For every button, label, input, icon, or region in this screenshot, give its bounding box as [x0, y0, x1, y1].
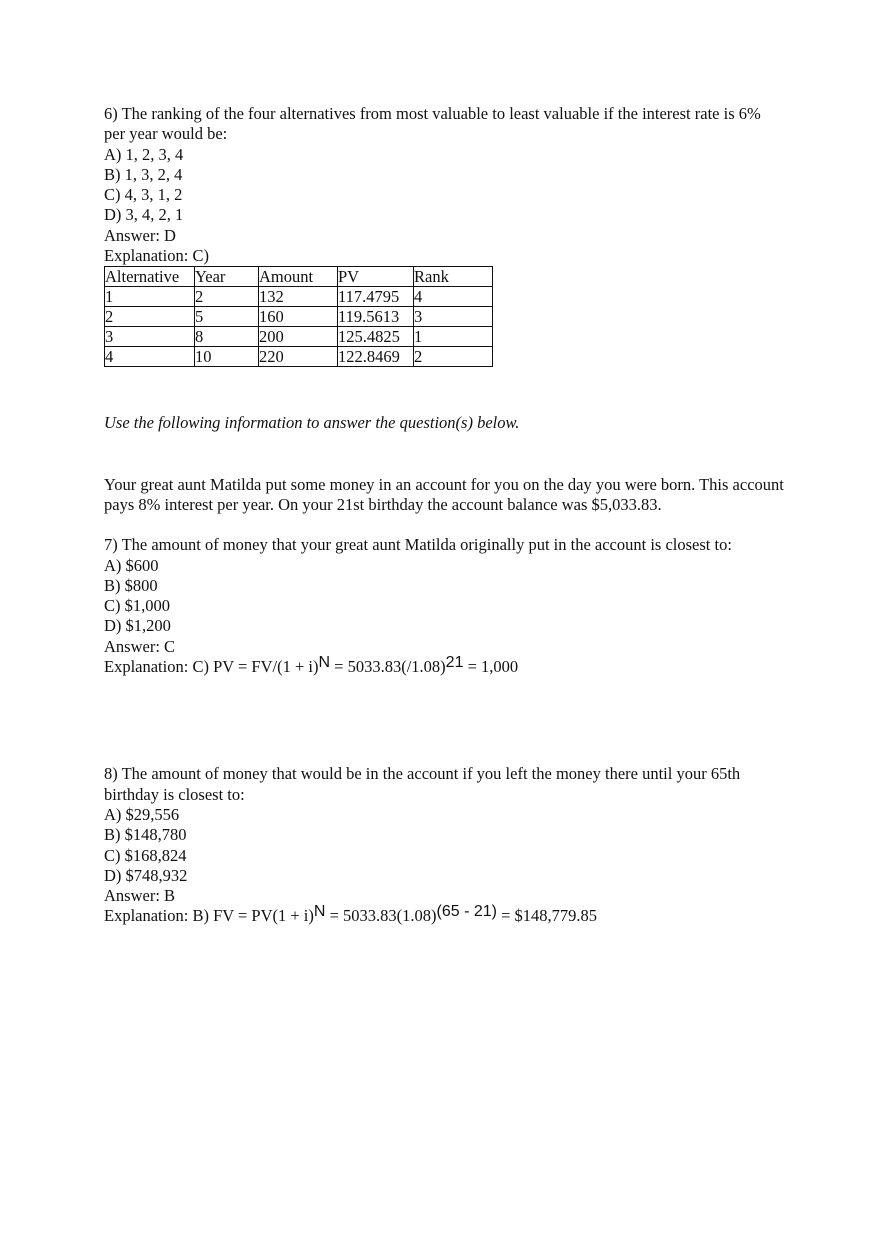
explanation — [104, 903, 784, 927]
exponent: 21 — [445, 654, 464, 672]
table-cell: 4 — [105, 347, 195, 367]
explanation-part: = 5033.83(/1.08) — [330, 657, 446, 677]
table-cell: 1 — [105, 287, 195, 307]
explanation-part: = 1,000 — [463, 657, 519, 677]
table-header-row — [105, 267, 493, 287]
answer: Answer: B — [104, 886, 176, 906]
explanation: Explanation: C) — [104, 246, 209, 266]
table-cell: 8 — [195, 327, 259, 347]
option-a: A) 1, 2, 3, 4 — [104, 144, 184, 164]
table-cell: 3 — [105, 327, 195, 347]
explanation — [104, 654, 784, 678]
scenario-text: Your great aunt Matilda put some money in an account for you on the day you were born. This account pays 8% interest per year. On your 21st birthday the account balance was $5,033.83. — [104, 474, 784, 514]
option-d: D) 3, 4, 2, 1 — [104, 205, 184, 225]
table-cell: 220 — [259, 347, 338, 367]
option-d: D) $748,932 — [104, 865, 188, 885]
exponent: N — [313, 903, 326, 921]
table-cell: 117.4795 — [338, 287, 414, 307]
table-cell: 119.5613 — [338, 307, 414, 327]
option-d: D) $1,200 — [104, 616, 171, 636]
header-cell: PV — [338, 267, 414, 287]
table-cell: 10 — [195, 347, 259, 367]
table-cell: 3 — [414, 307, 493, 327]
table-row — [105, 327, 493, 347]
option-a: A) $600 — [104, 555, 159, 575]
option-c: C) $1,000 — [104, 596, 170, 616]
table-row — [105, 287, 493, 307]
table-cell: 5 — [195, 307, 259, 327]
exponent: N — [318, 654, 331, 672]
header-cell: Amount — [259, 267, 338, 287]
option-b: B) $800 — [104, 575, 158, 595]
question-7-text: 7) The amount of money that your great aunt Matilda originally put in the account is closest to: — [104, 535, 732, 555]
header-cell: Year — [195, 267, 259, 287]
question-7 — [104, 535, 784, 678]
instructions: Use the following information to answer the question(s) below. — [104, 413, 520, 433]
table-cell: 1 — [414, 327, 493, 347]
table-cell: 122.8469 — [338, 347, 414, 367]
answer: Answer: D — [104, 225, 176, 245]
question-8-text: 8) The amount of money that would be in the account if you left the money there until your 65th birthday is closest to: — [104, 764, 741, 804]
table-cell: 132 — [259, 287, 338, 307]
exponent: (65 - 21) — [436, 903, 497, 921]
document-page — [104, 104, 784, 928]
question-6-text: 6) The ranking of the four alternatives from most valuable to least valuable if the interest rate is 6% per year would be: — [104, 104, 761, 144]
option-b: B) 1, 3, 2, 4 — [104, 164, 183, 184]
option-c: C) $168,824 — [104, 845, 187, 865]
option-c: C) 4, 3, 1, 2 — [104, 185, 183, 205]
explanation-part: = $148,779.85 — [496, 906, 598, 926]
alternatives-table — [104, 266, 493, 367]
header-cell: Rank — [414, 267, 493, 287]
option-b: B) $148,780 — [104, 825, 187, 845]
table-cell: 125.4825 — [338, 327, 414, 347]
table-cell: 2 — [195, 287, 259, 307]
explanation-part: Explanation: C) PV = FV/(1 + i) — [104, 657, 319, 677]
table-cell: 200 — [259, 327, 338, 347]
question-8 — [104, 764, 784, 927]
header-cell: Alternative — [105, 267, 195, 287]
table-row — [105, 347, 493, 367]
option-a: A) $29,556 — [104, 804, 180, 824]
table-cell: 2 — [105, 307, 195, 327]
question-6 — [104, 104, 784, 367]
table-cell: 160 — [259, 307, 338, 327]
explanation-part: Explanation: B) FV = PV(1 + i) — [104, 906, 314, 926]
explanation-part: = 5033.83(1.08) — [325, 906, 437, 926]
answer: Answer: C — [104, 636, 176, 656]
table-row — [105, 307, 493, 327]
table-cell: 4 — [414, 287, 493, 307]
table-cell: 2 — [414, 347, 493, 367]
